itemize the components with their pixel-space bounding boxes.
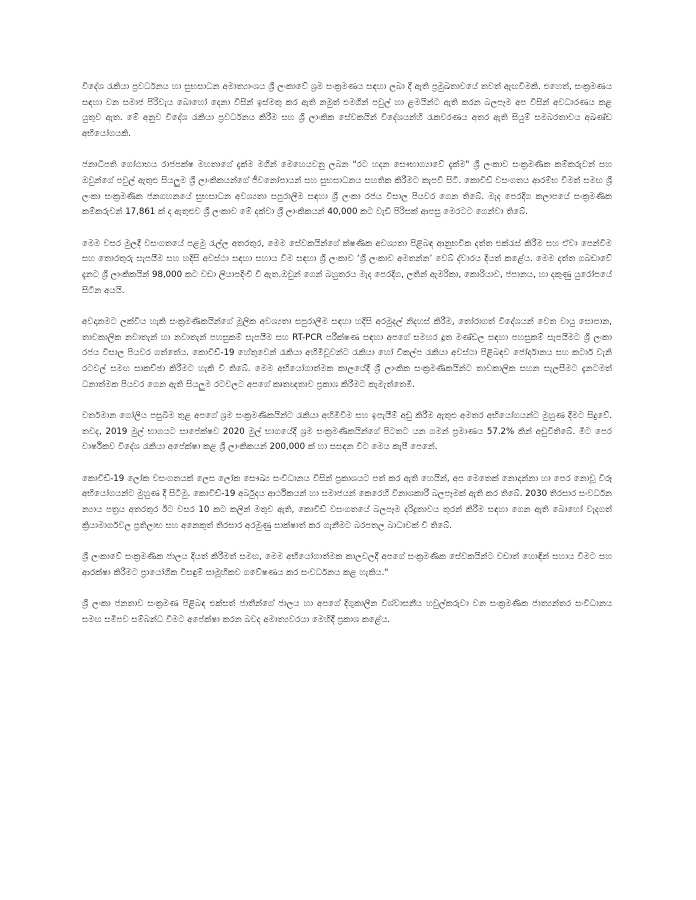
paragraph-3: මෙම වසර මුලදී වසංගතයේ පළමු රැල්ල අතරතුර, මෙම සේවකයින්ගේ ක්ෂණික අවශ්‍යතා පිළිබඳ ආනුභවික දත්ත එක්රැස් කිරීම සහ ඒවා පෙන්වීම සහ තොරතුරු සැපයීම සහ හදිසි අවස්ථා සඳහා සහාය වීම සඳහා ශ්‍රී ලංකාව ‘ශ්‍රී ලංකාව අමතන්න’ වෙබ් ද්වාරය දියත් කළේය. මෙම දත්ත ගබඩාවේ දැනට ශ්‍රී ලාංකිකයින් 98,000 කට වඩා ලියාපදිංචි වී ඇත.ඔවුන් ගෙන් බහුතරය මැද පෙරදිග, ලතින් ඇමරිකා, කොරියාව, ජපානය, හා දකුණු යුරෝපයේ සිටින අයයි. [82, 238, 612, 296]
paragraph-5: වර්තමාන ගෝලීය පසුබිම තුළ අපගේ ශ්‍රම සංක්‍රමණිකයින්ට රැකියා අහිමිවීම සහ ඉපැයීම් අඩු කිරීම ඇතුළු අමතර අභියෝගයන්ට මුහුණ දීමට සිදුවේ. තවද, 2019 මුල් භාගයට සාපේක්ෂව 2020 මුල් භාගයේදී ශ්‍රම සංක්‍රමණිකයින්ගේ පිටතට යන ගමන් ප්‍රමාණය 57.2% කින් අඩුවීතිබේ. මීට පෙර වාර්ෂිකව විදේශ රැකියා අපේක්ෂා කළ ශ්‍රී ලාංකිකයන් 200,000 ක් හා සසඳන විට මෙය කැපී පෙනේ. [82, 411, 612, 453]
paragraph-6: කොවිඩ්-19 ලෝක වසංගතයක් ලෙස ලෝක සෞඛ්‍ය සංවිධානය විසින් ප්‍රකාශයට පත් කර ඇති හෙයින්, අප මෙතෙක් නොදන්නා හා පෙර නොවූ විරූ අභියෝගයන්ට මුහුණ දී සිටිමු. කොවිඩ්-19 අර්බුදය ආර්ථිකයන් හා සමාජයන් කෙරෙහි විනාශකාරී බලපෑමක් ඇති කර තිබේ. 2030 තිරසාර සංවර්ධන න්‍යාය පත්‍රය අතරතුර ඊට වසර 10 කට කලින් මතුව ඇති, කොවිඩ් වසංගතයේ බලපෑම දරිද්‍රතාවය තුරන් කිරීම සඳහා ගෙන ඇති බොහෝ වැදගත් ක්‍රියාමාර්ගවල ප්‍රතිලාභ සහ අනෙකුත් තිරසාර අරමුණු සාක්ෂාත් කර ගැනීමට බරපතල බාධාවක් වී තිබේ. [82, 473, 612, 531]
paragraph-4: අවදානමට ලක්විය හැකි සංක්‍රමණිකයින්ගේ මූලික අවශ්‍යතා සපුරාලීම සඳහා හදිසි අරමුදල් නිදහස් කිරීම, තෝරාගත් විදේශයන් වෙත වායු සොපාන, තාවකාලික නවාතැන් හා නවාතැන් පහසුකම් සැපයීම සහ RT-PCR පරීක්ෂණ සඳහා අපගේ සමහර දූත මණ්ඩල සඳහා පහසුකම් සැපයීමට ශ්‍රී ලංකා රජය විසාල පියවර ගත්තේය. කොවිඩ්-19 හේතුවෙන් රැකියා අහිමිවූවන්ට රැකියා හෝ විකල්ප රැකියා අවස්ථා පිළිබඳව ජෝර්දානය සහ කටාර් වැනි රටවල් සමඟ සාකච්ඡා කිරීමට හැකි වී තිබේ. මෙම අභියෝගාත්මක කාලයේදී ශ්‍රී ලාංකික සංක්‍රමණිකයින්ට තාවකාලික සහන සැලසීමට දැනටමත් ධනාත්මක පියවර ගෙන ඇති සියලුම රටවලට අපගේ කෘතඥතාව ප්‍රකාශ කිරීමට කැමැත්තෙමි. [82, 317, 612, 390]
paragraph-7: ශ්‍රී ලංකාවේ සංක්‍රමණික ජාලය දියත් කිරීමත් සමඟ, මෙම අභියෝගාත්මක කාලවලදී අපගේ සංක්‍රමණික සේවකයින්ට වඩාත් හොඳින් සහාය වීමට සහ ආරක්ෂා කිරීමට ප්‍රායෝගික විසඳුම් සාමූහිකව ගවේෂණය කර සංවර්ධනය කළ හැකිය." [82, 552, 612, 578]
paragraph-1: විදේශ රැකියා ප්‍රවර්ධනය හා සුභසාධන අමාත්‍යාංශය ශ්‍රී ලංකාවේ ශ්‍රම සංක්‍රමණය සඳහා ලබා දී ඇති ප්‍රමුඛතාවයේ තවත් ඇඟවීමකි. එහෙත්, සංක්‍රමණය සඳහා වන සමාජ පිරිවැය බොහෝ දෙනා විසින් ඉස්මතු කර ඇති නමුත් එමගින් පවුල් හා ළමයින්ට ඇති කරන බලපෑම අප විසින් අවධාරණය කළ යුතුව ඇත. මේ අනුව විදේශ රැකියා ප්‍රවර්ධනය කිරීම සහ ශ්‍රී ලාංකික සේවකයින් විදේශයන්හි රැකවරණය අතර ඇති සියුම් සමබරතාවය අඛණ්ඩ අභියෝගයකි. [82, 82, 612, 139]
paragraph-8: ශ්‍රී ලංකා ජනතාව සංක්‍රමණ පිළිබඳ එක්සත් ජාතීන්ගේ ජාලය හා අපගේ දිගුකාලීන විශ්වාසනීය හවුල්කරුවා වන සංක්‍රමණික ජාත්‍යන්තර සංවිධානය සමඟ සමීපව සම්බන්ධ වීමට අපේක්ෂා කරන බවද අමාත්‍යවරයා මෙහිදී ප්‍රකාශ කළේය. [82, 599, 612, 626]
paragraph-2: ජනාධිපති ගෝඨාභය රාජපක්ෂ මහතාගේ දැක්ම මගින් මෙහෙයවනු ලබන "රට හදන සෞභාග්‍යාවේ දැක්ම" ශ්‍රී ලංකාව සංක්‍රමණික කම්කරුවන් සහ ඔවුන්ගේ පවුල් ඇතුළු සියලුම ශ්‍රී ලාංකිකයන්ගේ ජීවනෝපායන් සහ සුභසාධනය සහතික කිරීමට කැපවී සිටී. කොවිඩ් වසංගතය ආරම්භ වීමත් සමඟ ශ්‍රී ලංකා සංක්‍රමණික ජනගහනයේ සුභසාධන අවශ්‍යතා සපුරාලීම සඳහා ශ්‍රී ලංකා රජය විසාල පියවර ගෙන තිබේ. මැද පෙරදිග කලාපයේ සංක්‍රමණික කම්කරුවන් 17,861 ක් ද ඇතුළුව ශ්‍රී ලංකාව මේ දක්වා ශ්‍රී ලාංකිකයන් 40,000 කට වැඩි පිරිසක් ආපසු මෙරටට ගෙන්වා තිබේ. [82, 160, 612, 218]
document-body [82, 80, 612, 645]
